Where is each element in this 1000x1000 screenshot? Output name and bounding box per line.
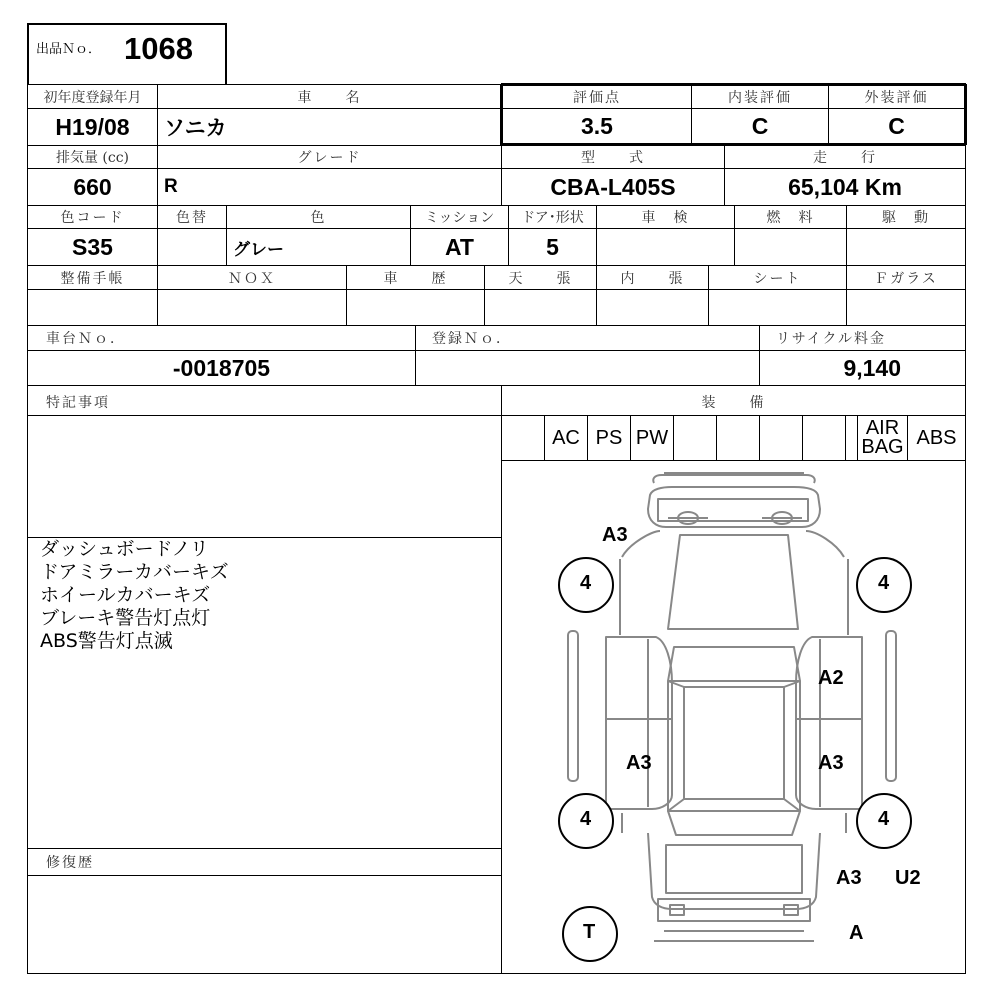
doors-label: ドア･形状 xyxy=(521,210,584,226)
repair-label: 修復歴 xyxy=(46,855,94,871)
maintenance-label: 整備手帳 xyxy=(60,270,125,287)
registration-label: 登録Ｎｏ． xyxy=(432,331,512,347)
year-label: 初年度登録年月 xyxy=(43,89,142,106)
damage-mark: A3 xyxy=(836,867,862,889)
chassis-label: 車台Ｎｏ． xyxy=(46,331,126,347)
interior-label: 内装評価 xyxy=(728,90,792,106)
grade-value: R xyxy=(164,176,178,197)
damage-mark: A3 xyxy=(626,752,652,774)
color-value: グレー xyxy=(233,239,284,260)
year-value: H19/08 xyxy=(55,113,130,140)
inspection-label: 車 検 xyxy=(641,210,690,226)
lot-label: 出品Ｎｏ． xyxy=(36,42,102,57)
equipment-cell xyxy=(717,416,759,460)
displacement-label: 排気量 (cc) xyxy=(55,150,130,166)
score-label: 評価点 xyxy=(573,90,621,106)
remark-line: ABS警告灯点滅 xyxy=(40,630,173,652)
model-label: 型 式 xyxy=(581,150,645,166)
inspection-value xyxy=(597,229,734,265)
mission-value: AT xyxy=(445,233,474,260)
equipment-cell xyxy=(502,416,544,460)
lot-number: 1068 xyxy=(124,31,193,66)
equipment-cell xyxy=(760,416,802,460)
tire-rear-left: 4 xyxy=(580,808,592,830)
equipment-cell xyxy=(674,416,716,460)
tire-front-right: 4 xyxy=(878,572,890,594)
remark-line: ダッシュボードノリ xyxy=(40,538,209,560)
recycle-value: 9,140 xyxy=(843,354,901,381)
remark-line: ドアミラーカバーキズ xyxy=(40,561,229,583)
equipment-label: 装 備 xyxy=(701,394,766,411)
nox-label: ＮＯＸ xyxy=(228,270,276,287)
mission-label: ミッション xyxy=(424,210,495,226)
score-value: 3.5 xyxy=(581,112,613,139)
car-name-value: ソニカ xyxy=(164,116,227,140)
equipment-ac: AC xyxy=(552,426,580,449)
chassis-value: -0018705 xyxy=(172,354,271,381)
mileage-value: 65,104 Km xyxy=(788,173,902,200)
car-diagram xyxy=(502,461,965,973)
repaint-label: 色替 xyxy=(176,210,208,226)
equipment-cell xyxy=(803,416,845,460)
model-value: CBA-L405S xyxy=(550,173,676,200)
drive-label: 駆 動 xyxy=(882,210,930,226)
spare-tire: T xyxy=(583,921,596,943)
equipment-abs: ABS xyxy=(916,426,957,449)
seat-label: シート xyxy=(753,270,802,287)
doors-value: 5 xyxy=(546,233,559,260)
color-label: 色 xyxy=(310,210,327,226)
damage-mark: A3 xyxy=(602,524,628,546)
interior-trim-label: 内 張 xyxy=(620,270,685,287)
color-code-label: 色コード xyxy=(60,210,125,226)
damage-mark: U2 xyxy=(895,867,921,889)
registration-value xyxy=(416,351,759,385)
mileage-label: 走 行 xyxy=(813,150,877,166)
ceiling-label: 天 張 xyxy=(508,270,573,287)
repaint-value xyxy=(158,229,226,265)
equipment-cell xyxy=(846,416,857,460)
drive-value xyxy=(847,229,965,265)
fuel-label: 燃 料 xyxy=(766,210,815,226)
color-code-value: S35 xyxy=(72,233,113,260)
damage-mark: A3 xyxy=(818,752,844,774)
history-label: 車 歴 xyxy=(383,270,448,287)
remarks-label: 特記事項 xyxy=(46,394,110,411)
equipment-ps: PS xyxy=(595,426,623,449)
car-name-label: 車 名 xyxy=(297,89,362,106)
grade-label: グレード xyxy=(297,150,362,166)
interior-value: C xyxy=(751,112,769,139)
glass-label: Ｆガラス xyxy=(874,270,938,287)
tire-rear-right: 4 xyxy=(878,808,890,830)
damage-mark: A xyxy=(849,922,864,944)
remark-line: ブレーキ警告灯点灯 xyxy=(40,607,211,629)
remarks-list xyxy=(40,538,490,653)
damage-mark: A2 xyxy=(818,667,844,689)
exterior-value: C xyxy=(888,112,905,139)
fuel-value xyxy=(735,229,846,265)
exterior-label: 外装評価 xyxy=(864,90,929,106)
equipment-pw: PW xyxy=(635,426,669,449)
tire-front-left: 4 xyxy=(580,572,592,594)
displacement-value: 660 xyxy=(73,173,112,200)
recycle-label: リサイクル料金 xyxy=(776,331,887,347)
remark-line: ホイールカバーキズ xyxy=(40,584,211,606)
equipment-airbag: AIR BAG xyxy=(861,417,904,458)
